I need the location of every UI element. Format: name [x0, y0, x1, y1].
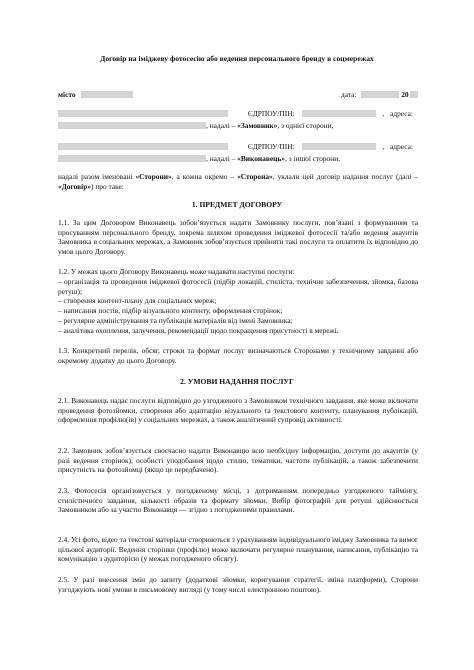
date-block [341, 90, 418, 99]
clause-2-2: 2.2. Замовник зобов’язується своєчасно надати Виконавцю всю необхідну інформацію, доступи до акаунтів (у разі ведення сторінок), особисті уподобання щодо стилю, тематики, частоти публікацій, а також забезпечити присутність на фотозйомці (якщо це передбачено). [58, 446, 418, 475]
party2-address-label: адреса: [390, 142, 413, 151]
party1-address-field[interactable] [58, 122, 206, 129]
section1-heading: 1. ПРЕДМЕТ ДОГОВОРУ [191, 200, 283, 209]
party1-edrpou-field[interactable] [302, 110, 376, 117]
party1-edrpou-label: ЄДРПОУ/ПІН: [247, 109, 295, 118]
place-label: місто [58, 90, 76, 99]
party2-edrpou-label: ЄДРПОУ/ПІН: [247, 142, 295, 151]
date-label: дата: [341, 90, 357, 99]
party2-suffix-after: , з іншої сторони, [285, 154, 341, 163]
clause-2-3: 2.3. Фотосесія організовується у погодженому місці, з дотриманням попередньо узгодженого таймінгу, стилістичного завдання, кількості образів та формату зйомки. Вибір фотографій для ретуші здійснюється Замовником або за участю Виконавця — згідно з погодженими правилами. [58, 486, 418, 515]
clause-2-5: 2.5. У разі внесення змін до запиту (додаткові зйомки, коригування стратегії, зміна платформи), Сторони узгоджують нові умови в письмовому вигляді (у тому числі електронною поштою). [58, 575, 418, 594]
place-field[interactable] [81, 91, 133, 98]
clause-1-2-item-3: – написання постів, підбір візуального контенту, оформлення сторінок; [58, 306, 283, 315]
clause-1-1: 1.1. За цим Договором Виконавець зобов’язується надати Замовнику послуги, пов’язані з формуванням та просуванням персонального бренду, зокрема шляхом проведення іміджевої фотосесії та/або ведення акаунтів Замовника в соціальних мережах, а Замовник зобов’язується прийняти такі послуги та оплатити їх відповідно до умов цього Договору. [58, 218, 418, 256]
party1-suffix-before: , надалі – [206, 121, 238, 130]
party2-name-field[interactable] [58, 143, 228, 150]
clause-2-4: 2.4. Усі фото, відео та текстові матеріали створюються з урахуванням індивідуального іміджу Замовника та вимог цільової аудиторії. Ведення сторінки (профілю) може включати регулярне планування, написання, публікацію та комунікацію з аудиторією (у межах погодженого обсягу). [58, 535, 418, 564]
party1-role: «Замовник» [237, 121, 278, 130]
place-date-line [58, 90, 133, 99]
document-title: Договір на іміджеву фотосесію або ведення персонального бренду в соцмережах [100, 54, 374, 63]
party2-address-field[interactable] [58, 155, 206, 162]
clause-1-2-item-5: – аналітика охоплення, залучення, рекомендації щодо покращення присутності в мережі. [58, 326, 339, 335]
year-field[interactable] [410, 91, 418, 98]
party2-line2 [58, 154, 340, 163]
party1-name-field[interactable] [58, 110, 228, 117]
clause-2-1: 2.1. Виконавець надає послуги відповідно до узгодженого з Замовником технічного завдання, яке може включати проведення фотозйомки, створення або адаптацію візуального та текстового контенту, планування публікацій, оформлення профілю(ів) у соціальних мережах, а також аналітичний супровід активності. [58, 396, 418, 425]
clause-1-2: 1.2. У межах цього Договору Виконавець може надавати наступні послуги: [58, 267, 295, 276]
clause-1-2-item-1: – організація та проведення іміджевої фотосесії (підбір локацій, стиліста, технічне забезпечення, зйомка, базова ретуш); [58, 277, 418, 296]
date-year: 20 [401, 90, 409, 99]
party2-line1: ЄДРПОУ/ПІН: , адреса: [58, 142, 413, 151]
clause-1-3: 1.3. Конкретний перелік, обсяг, строки та формат послуг визначаються Сторонами у технічному завданні або окремому додатку до цього Договору. [58, 346, 418, 365]
party1-line1: ЄДРПОУ/ПІН: , адреса: [58, 109, 413, 118]
party2-edrpou-field[interactable] [302, 143, 376, 150]
party2-role: «Виконавець» [237, 154, 285, 163]
party1-address-label: адреса: [390, 109, 413, 118]
clause-1-2-item-4: – регулярне адміністрування та публікація матеріалів від імені Замовника; [58, 316, 293, 325]
clause-1-2-item-2: – створення контент-плану для соціальних мереж; [58, 296, 217, 305]
party1-line2 [58, 121, 333, 130]
intro-paragraph: надалі разом іменовані «Сторони», а кожна окремо – «Сторона», уклали цей договір надання послуг (далі – «Договір») про таке: [58, 172, 418, 191]
date-field[interactable] [361, 91, 399, 98]
party1-suffix-after: , з однієї сторони, [277, 121, 334, 130]
party2-suffix-before: , надалі – [206, 154, 238, 163]
section2-heading: 2. УМОВИ НАДАННЯ ПОСЛУГ [180, 377, 294, 386]
